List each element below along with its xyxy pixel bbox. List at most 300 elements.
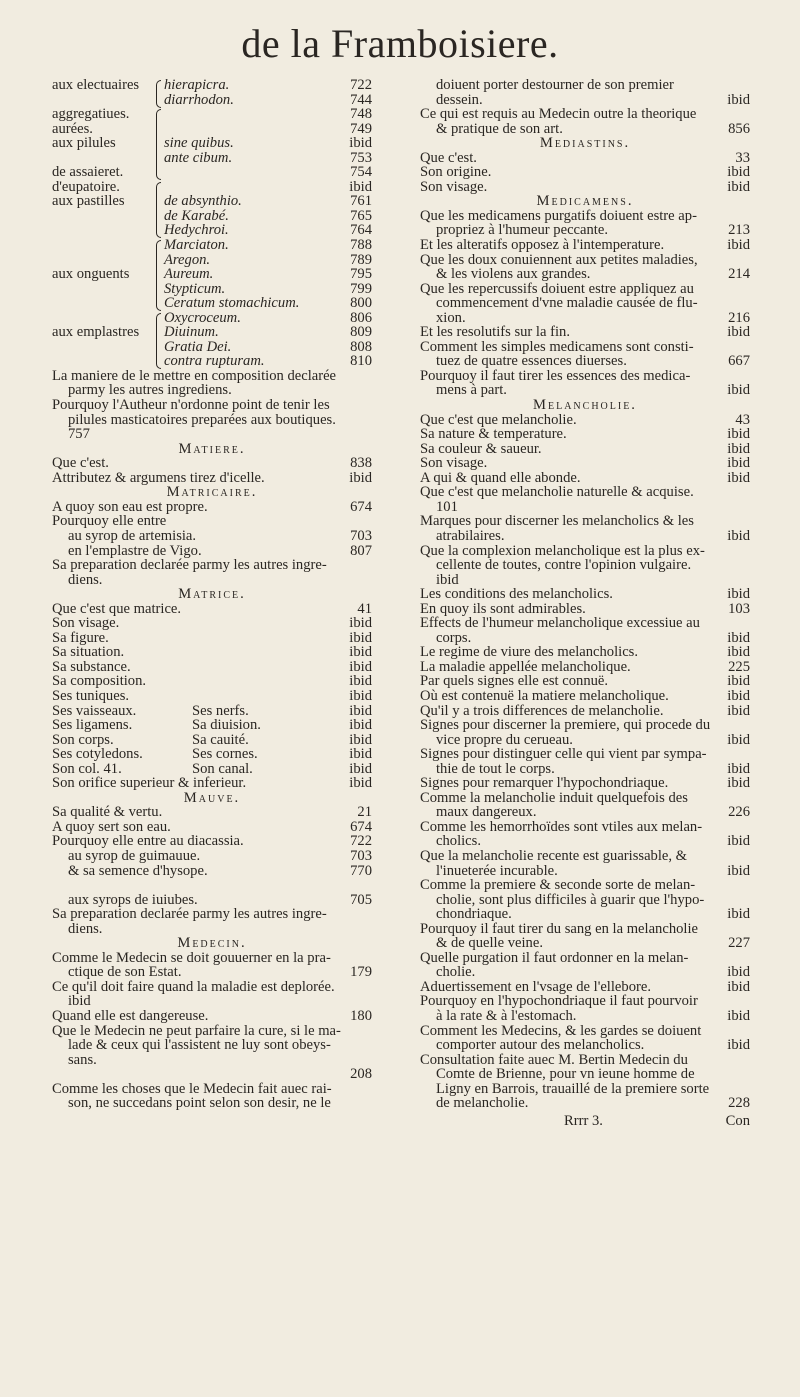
group-brace: [156, 109, 161, 180]
entry-text: ibid: [68, 993, 91, 1010]
page-reference: ibid: [727, 178, 750, 195]
index-entry: [420, 864, 750, 879]
index-entry: [420, 1067, 750, 1082]
index-entry: [52, 325, 372, 340]
index-entry: [420, 1096, 750, 1111]
entry-text: Sa situation.: [52, 644, 125, 661]
page-reference: 806: [350, 309, 372, 326]
page-reference: ibid: [727, 1037, 750, 1054]
entry-text: hierapicra.: [164, 77, 230, 93]
page-reference: ibid: [727, 237, 750, 254]
page-reference: ibid: [349, 615, 372, 632]
entry-text: d'eupatoire.: [52, 178, 120, 195]
index-entry: [52, 558, 372, 573]
page-reference: ibid: [349, 731, 372, 748]
index-entry: [52, 354, 372, 369]
index-entry: [420, 485, 750, 500]
index-entry: [52, 747, 372, 762]
page-reference: ibid: [727, 91, 750, 108]
entry-text: parmy les autres ingrediens.: [68, 382, 232, 399]
entry-text: propriez à l'humeur peccante.: [436, 222, 608, 239]
entry-text: de assaieret.: [52, 164, 124, 181]
page-reference: ibid: [727, 862, 750, 879]
page-reference: 795: [350, 266, 372, 283]
page-reference: ibid: [349, 760, 372, 777]
index-column-left: [52, 78, 372, 1111]
entry-text: Que les doux conuiennent aux petites maladies,: [420, 251, 698, 268]
entry-text: Où est contenuë la matiere melancholique.: [420, 687, 669, 704]
index-entry: [420, 951, 750, 966]
entry-text: Les conditions des melancholics.: [420, 586, 613, 603]
entry-text: en l'emplastre de Vigo.: [68, 542, 202, 559]
index-entry: [420, 762, 750, 777]
entry-text: 757: [68, 426, 90, 443]
entry-text: Aduertissement en l'vsage de l'ellebore.: [420, 978, 651, 995]
entry-text: Diuinum.: [164, 324, 219, 341]
index-entry: [52, 864, 372, 879]
page-reference: 226: [728, 804, 750, 821]
index-entry: [52, 834, 372, 849]
index-entry: [52, 514, 372, 529]
entry-text: Que c'est que melancholie.: [420, 411, 577, 428]
index-entry: [52, 311, 372, 326]
entry-text: Comment les simples medicamens sont consti-: [420, 338, 694, 355]
entry-text: Ses tuniques.: [52, 687, 130, 704]
index-entry: [52, 282, 372, 297]
entry-text: Et les resolutifs sur la fin.: [420, 324, 570, 341]
index-entry: [52, 1038, 372, 1053]
index-entry: [52, 500, 372, 515]
entry-text: Que c'est que matrice.: [52, 600, 182, 617]
entry-text: sans.: [68, 1051, 97, 1068]
index-entry: [52, 383, 372, 398]
entry-text: Qu'il y a trois differences de melancholie.: [420, 702, 664, 719]
index-entry: [52, 136, 372, 151]
entry-text: Pourquoy elle entre au diacassia.: [52, 833, 244, 850]
entry-text: & de quelle veine.: [436, 935, 543, 952]
index-entry: [420, 834, 750, 849]
group-label: aux pastilles: [52, 193, 125, 210]
index-entry: [420, 1038, 750, 1053]
entry-text: & sa semence d'hysope.: [68, 862, 208, 879]
page-reference: ibid: [727, 440, 750, 457]
page-reference: ibid: [727, 382, 750, 399]
page-reference: 179: [350, 964, 372, 981]
entry-text: comporter autour des melancholics.: [436, 1037, 645, 1054]
entry-text: aux syrops de iuiubes.: [68, 891, 198, 908]
entry-text: Par quels signes elle est connuë.: [420, 673, 609, 690]
index-entry: [52, 951, 372, 966]
entry-text: Ligny en Barrois, trauaillé de la premiere sorte: [436, 1080, 710, 1097]
index-entry: [52, 820, 372, 835]
index-entry: [420, 253, 750, 268]
page-reference: 208: [350, 1066, 372, 1083]
entry-text: Son visage.: [420, 455, 488, 472]
page-reference: 705: [350, 891, 372, 908]
entry-text: Que le Medecin ne peut parfaire la cure, si le ma-: [52, 1022, 341, 1039]
page-reference: 748: [350, 106, 372, 123]
entry-text: de absynthio.: [164, 193, 242, 210]
entry-text: cholie.: [436, 964, 476, 981]
section-heading: Mauve.: [183, 789, 241, 806]
section-heading: Mediastins.: [539, 135, 631, 152]
index-entry: [420, 645, 750, 660]
entry-text: Sa figure.: [52, 629, 109, 646]
group-brace: [156, 313, 161, 369]
index-entry: [420, 296, 750, 311]
index-entry: [420, 936, 750, 951]
page-reference: ibid: [727, 629, 750, 646]
entry-text: Aregon.: [164, 251, 211, 268]
entry-text: A quoy sert son eau.: [52, 818, 171, 835]
index-entry: [52, 878, 372, 893]
index-entry: [420, 718, 750, 733]
entry-text: Pourquoy l'Autheur n'ordonne point de tenir les: [52, 397, 330, 414]
entry-text: Quand elle est dangereuse.: [52, 1008, 209, 1024]
entry-text: sine quibus.: [164, 135, 234, 152]
index-entry: [420, 369, 750, 384]
entry-text: diens.: [68, 571, 103, 588]
index-entry: [420, 820, 750, 835]
page-reference: ibid: [727, 164, 750, 181]
index-entry: [420, 122, 750, 137]
index-entry: [52, 849, 372, 864]
entry-text: A qui & quand elle abonde.: [420, 469, 581, 486]
index-entry: [420, 78, 750, 93]
page-reference: 799: [350, 280, 372, 297]
index-entry: [420, 733, 750, 748]
page-reference: ibid: [727, 324, 750, 341]
index-entry: [52, 165, 372, 180]
entry-text: Son origine.: [420, 164, 492, 181]
index-entry: [52, 602, 372, 617]
entry-text: ctique de son Estat.: [68, 964, 182, 981]
index-entry: [420, 383, 750, 398]
index-entry: [52, 413, 372, 428]
entry-text: à la rate & à l'estomach.: [436, 1008, 577, 1024]
entry-text: Sa substance.: [52, 658, 131, 675]
entry-text-secondary: Sa cauité.: [192, 731, 249, 748]
index-entry: [420, 965, 750, 980]
entry-text: atrabilaires.: [436, 527, 505, 544]
entry-text: Que les medicamens purgatifs doiuent estre ap-: [420, 207, 697, 224]
index-entry: [420, 282, 750, 297]
index-entry: [420, 1009, 750, 1024]
index-entry: [420, 660, 750, 675]
entry-text: tuez de quatre essences diuerses.: [436, 353, 627, 370]
page-reference: ibid: [727, 469, 750, 486]
entry-text: Pourquoy il faut tirer les essences des medica-: [420, 367, 691, 384]
entry-text: ibid: [436, 571, 459, 588]
index-entry: [52, 1053, 372, 1068]
entry-text: de melancholie.: [436, 1095, 529, 1112]
page-reference: 180: [350, 1008, 372, 1024]
entry-text: Et les alteratifs opposez à l'intemperature.: [420, 237, 665, 254]
index-entry: [52, 573, 372, 588]
group-label: aux emplastres: [52, 324, 140, 341]
index-entry: [420, 791, 750, 806]
index-entry: [52, 180, 372, 195]
page-reference: 216: [728, 309, 750, 326]
entry-text: Ses cotyledons.: [52, 746, 143, 763]
index-entry: [420, 442, 750, 457]
page-reference: 41: [357, 600, 372, 617]
index-entry: [420, 180, 750, 195]
index-entry: [52, 805, 372, 820]
section-heading: Matiere.: [178, 440, 246, 457]
index-entry: [420, 93, 750, 108]
index-entry: [52, 776, 372, 791]
entry-text: Aureum.: [164, 266, 214, 283]
entry-text: au syrop de artemisia.: [68, 527, 197, 544]
entry-text: lade & ceux qui l'assistent ne luy sont obeys-: [68, 1037, 331, 1054]
entry-text: Ceratum stomachicum.: [164, 295, 300, 312]
entry-text: aurées.: [52, 120, 93, 137]
index-entry: [52, 253, 372, 268]
index-entry: [52, 689, 372, 704]
entry-text: Ses ligamens.: [52, 717, 133, 734]
page-reference: 674: [350, 498, 372, 515]
index-entry: [420, 602, 750, 617]
entry-text: Hedychroi.: [164, 222, 229, 239]
page-reference: ibid: [727, 426, 750, 443]
entry-text-secondary: Sa diuision.: [192, 717, 261, 734]
entry-text: Ce qui est requis au Medecin outre la theorique: [420, 106, 697, 123]
index-entry: [52, 616, 372, 631]
index-entry: [52, 631, 372, 646]
group-brace: [156, 182, 161, 238]
entry-text: Que la complexion melancholique est la plus ex-: [420, 542, 705, 559]
page-reference: 808: [350, 338, 372, 355]
page-reference: ibid: [349, 717, 372, 734]
entry-text: dessein.: [436, 91, 483, 108]
entry-text: commencement d'vne maladie causée de flu-: [436, 295, 698, 312]
index-entry: [420, 849, 750, 864]
index-entry: [52, 122, 372, 137]
index-entry: [52, 369, 372, 384]
index-entry: [420, 500, 750, 515]
group-label: aux electuaires: [52, 77, 140, 93]
entry-text: Comme le Medecin se doit gouuerner en la pra-: [52, 949, 331, 966]
signature-mark: Rrrr 3.: [564, 1113, 603, 1129]
entry-text: doiuent porter destourner de son premier: [436, 77, 674, 93]
index-entry: [52, 340, 372, 355]
index-entry: [420, 165, 750, 180]
index-entry: [52, 78, 372, 93]
index-entry: [420, 689, 750, 704]
entry-text: au syrop de guimauue.: [68, 847, 201, 864]
entry-text: l'inueterée incurable.: [436, 862, 558, 879]
entry-text: cholics.: [436, 833, 481, 850]
page-reference: 761: [350, 193, 372, 210]
entry-text: 101: [436, 498, 458, 515]
index-entry: [420, 1024, 750, 1039]
page-reference: ibid: [727, 906, 750, 923]
page-reference: 21: [357, 804, 372, 821]
index-entry: [420, 1082, 750, 1097]
page-reference: ibid: [727, 586, 750, 603]
index-entry: [420, 427, 750, 442]
page-reference: ibid: [349, 135, 372, 152]
index-entry: [420, 805, 750, 820]
entry-text: Quelle purgation il faut ordonner en la melan-: [420, 949, 689, 966]
entry-text: Marciaton.: [164, 237, 229, 254]
index-entry: [52, 544, 372, 559]
entry-text: Son corps.: [52, 731, 114, 748]
page-reference: ibid: [727, 1008, 750, 1024]
index-entry: [420, 878, 750, 893]
page-reference: ibid: [727, 455, 750, 472]
index-entry: [52, 223, 372, 238]
entry-text: Que c'est que melancholie naturelle & acquise.: [420, 484, 694, 501]
index-entry: [420, 922, 750, 937]
page-reference: ibid: [349, 469, 372, 486]
index-entry: [420, 223, 750, 238]
index-entry: [420, 558, 750, 573]
index-entry: [52, 1082, 372, 1097]
group-label: aux onguents: [52, 266, 130, 283]
page-reference: ibid: [349, 687, 372, 704]
entry-text: Signes pour distinguer celle qui vient par sympa-: [420, 746, 707, 763]
section-heading: Melancholie.: [533, 397, 637, 414]
page-reference: 754: [350, 164, 372, 181]
index-entry: [420, 471, 750, 486]
index-entry: [420, 413, 750, 428]
index-entry: [52, 645, 372, 660]
page-reference: 33: [735, 149, 750, 166]
page-reference: 807: [350, 542, 372, 559]
page-reference: 722: [350, 77, 372, 93]
index-entry: [420, 994, 750, 1009]
entry-text: Que c'est.: [52, 455, 109, 472]
index-entry: [420, 674, 750, 689]
index-entry: [52, 994, 372, 1009]
entry-text: Stypticum.: [164, 280, 226, 297]
index-entry: [52, 907, 372, 922]
entry-text: chondriaque.: [436, 906, 512, 923]
index-entry: [52, 93, 372, 108]
page-reference: 788: [350, 237, 372, 254]
entry-text: & les violens aux grandes.: [436, 266, 591, 283]
entry-text: de Karabé.: [164, 207, 229, 224]
index-entry: [420, 544, 750, 559]
page-reference: ibid: [727, 731, 750, 748]
entry-text: Sa composition.: [52, 673, 147, 690]
entry-text: Effects de l'humeur melancholique excessiue au: [420, 615, 700, 632]
index-entry: [420, 209, 750, 224]
index-entry: [52, 922, 372, 937]
entry-text: Sa qualité & vertu.: [52, 804, 163, 821]
group-label: aux pilules: [52, 135, 116, 152]
entry-text: Ce qu'il doit faire quand la maladie est deplorée.: [52, 978, 335, 995]
index-entry: [52, 733, 372, 748]
entry-text: Pourquoy en l'hypochondriaque il faut pourvoir: [420, 993, 698, 1010]
entry-text: Comme les hemorrhoïdes sont vtiles aux melan-: [420, 818, 703, 835]
entry-text: diarrhodon.: [164, 91, 234, 108]
index-entry: [420, 354, 750, 369]
page-reference: ibid: [727, 964, 750, 981]
index-entry: [420, 514, 750, 529]
entry-text: Sa preparation declarée parmy les autres ingre-: [52, 557, 327, 574]
entry-text: corps.: [436, 629, 472, 646]
section-heading: Matricaire.: [166, 484, 258, 501]
index-entry: [420, 267, 750, 282]
page-reference: 809: [350, 324, 372, 341]
index-entry: [420, 325, 750, 340]
entry-text: En quoy ils sont admirables.: [420, 600, 586, 617]
index-entry: [52, 980, 372, 995]
page-reference: 800: [350, 295, 372, 312]
index-entry: [52, 718, 372, 733]
entry-text: A quoy son eau est propre.: [52, 498, 208, 515]
page-reference: 856: [728, 120, 750, 137]
page-reference: 214: [728, 266, 750, 283]
index-entry: [52, 209, 372, 224]
index-entry: [420, 980, 750, 995]
page-reference: ibid: [349, 658, 372, 675]
entry-text: Attributez & argumens tirez d'icelle.: [52, 469, 265, 486]
page-reference: 753: [350, 149, 372, 166]
entry-text: Comme la melancholie induit quelquefois des: [420, 789, 688, 806]
entry-text: diens.: [68, 920, 103, 937]
entry-text-secondary: Ses nerfs.: [192, 702, 249, 719]
page-reference: ibid: [349, 746, 372, 763]
entry-text: thie de tout le corps.: [436, 760, 555, 777]
page-reference: 227: [728, 935, 750, 952]
index-entry: [52, 965, 372, 980]
index-entry: [420, 107, 750, 122]
entry-text: Le regime de viure des melancholics.: [420, 644, 639, 661]
entry-text: Son orifice superieur & inferieur.: [52, 775, 247, 792]
entry-text: cholie, sont plus difficiles à guarir que l'hypo-: [436, 891, 705, 908]
page-reference: 703: [350, 847, 372, 864]
index-entry: [52, 1024, 372, 1039]
page-reference: 43: [735, 411, 750, 428]
index-entry: [420, 311, 750, 326]
page-reference: ibid: [727, 673, 750, 690]
entry-text: aggregatiues.: [52, 106, 130, 123]
entry-text: Son col. 41.: [52, 760, 122, 777]
index-entry: [52, 660, 372, 675]
index-entry: [420, 631, 750, 646]
page-reference: ibid: [349, 775, 372, 792]
entry-text: Marques pour discerner les melancholics & les: [420, 513, 694, 530]
entry-text-secondary: Ses cornes.: [192, 746, 258, 763]
index-entry: [52, 427, 372, 442]
index-entry: [420, 151, 750, 166]
entry-text: xion.: [436, 309, 466, 326]
index-entry: [420, 238, 750, 253]
entry-text: Comte de Brienne, pour vn ieune homme de: [436, 1066, 695, 1083]
page-reference: 810: [350, 353, 372, 370]
index-entry: [420, 704, 750, 719]
index-entry: [52, 151, 372, 166]
index-entry: [420, 573, 750, 588]
page-reference: ibid: [727, 833, 750, 850]
entry-text: Comme la premiere & seconde sorte de melan-: [420, 877, 696, 894]
page-reference: 838: [350, 455, 372, 472]
page-reference: ibid: [727, 702, 750, 719]
section-heading: Matrice.: [178, 586, 246, 603]
entry-text: Sa nature & temperature.: [420, 426, 567, 443]
index-entry: [420, 587, 750, 602]
page-reference: ibid: [727, 644, 750, 661]
entry-text: ante cibum.: [164, 149, 233, 166]
index-entry: [52, 893, 372, 908]
index-entry: [52, 762, 372, 777]
index-entry: [420, 529, 750, 544]
entry-text: Signes pour remarquer l'hypochondriaque.: [420, 775, 669, 792]
